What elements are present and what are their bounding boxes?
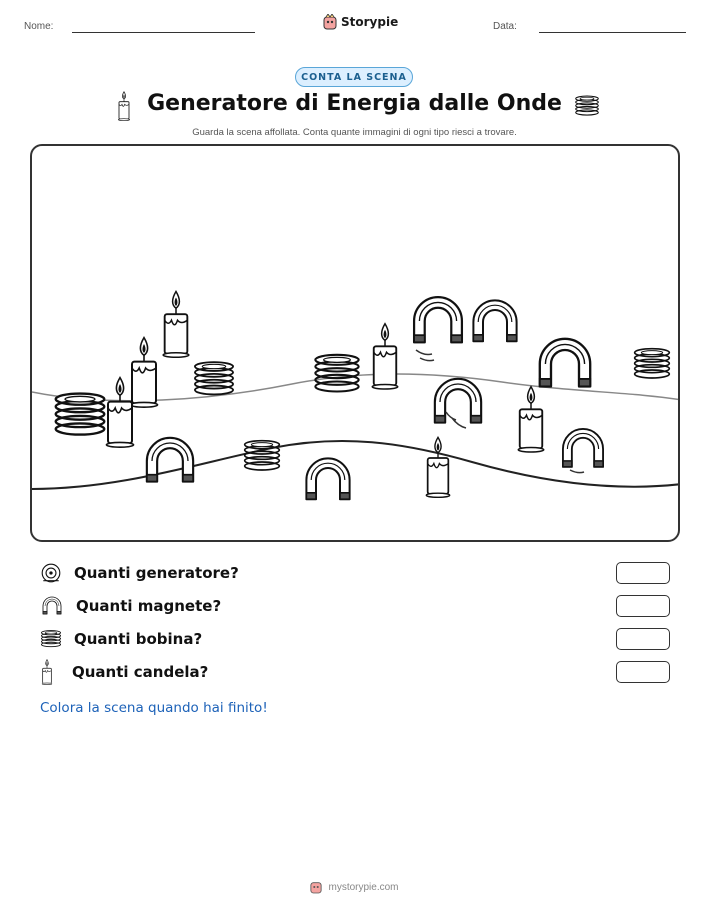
candle (372, 324, 398, 389)
candle (163, 292, 189, 358)
coloring-note: Colora la scena quando hai finito! (40, 700, 268, 716)
coil (56, 394, 105, 435)
magnet (540, 339, 590, 387)
magnet (414, 297, 462, 342)
brand-logo (323, 14, 398, 30)
question-row (40, 626, 680, 652)
question-text: Quanti magnete? (76, 597, 222, 615)
name-line[interactable] (72, 32, 255, 33)
brand-name: Storypie (341, 15, 399, 29)
coil-icon (40, 629, 62, 649)
answer-box[interactable] (616, 661, 670, 683)
magnet (473, 300, 516, 341)
magnet-icon (40, 596, 64, 616)
answer-box[interactable] (616, 562, 670, 584)
generator-icon (40, 562, 62, 584)
date-line[interactable] (539, 32, 686, 33)
coil (635, 349, 670, 378)
counting-scene[interactable] (30, 144, 680, 542)
question-text: Quanti bobina? (74, 630, 203, 648)
magnet (147, 438, 193, 482)
magnet (435, 379, 481, 423)
footer (0, 880, 709, 894)
question-row (40, 659, 680, 685)
magnet (563, 429, 603, 467)
scene-illustration (32, 146, 680, 542)
question-row (40, 593, 680, 619)
answer-box[interactable] (616, 628, 670, 650)
footer-url[interactable]: mystorypie.com (328, 881, 399, 893)
name-label: Nome: (24, 21, 54, 32)
storypie-logo-icon (323, 14, 337, 30)
magnet (306, 458, 349, 499)
date-label: Data: (493, 21, 517, 32)
coil (195, 362, 233, 394)
section-badge: CONTA LA SCENA (295, 67, 413, 87)
storypie-logo-icon (310, 880, 322, 894)
question-text: Quanti candela? (72, 663, 209, 681)
question-row (40, 560, 680, 586)
answer-box[interactable] (616, 595, 670, 617)
page-title: Generatore di Energia dalle Onde (147, 91, 562, 116)
coil (315, 355, 358, 392)
candle-icon (40, 659, 54, 685)
coil-icon (574, 95, 600, 117)
candle (106, 378, 133, 448)
coil (245, 441, 280, 470)
candle (426, 437, 449, 497)
candle (130, 338, 157, 408)
candle (518, 387, 544, 452)
instructions: Guarda la scena affollata. Conta quante immagini di ogni tipo riesci a trovare. (192, 127, 517, 138)
wave-line-lower (32, 441, 680, 489)
question-text: Quanti generatore? (74, 564, 239, 582)
